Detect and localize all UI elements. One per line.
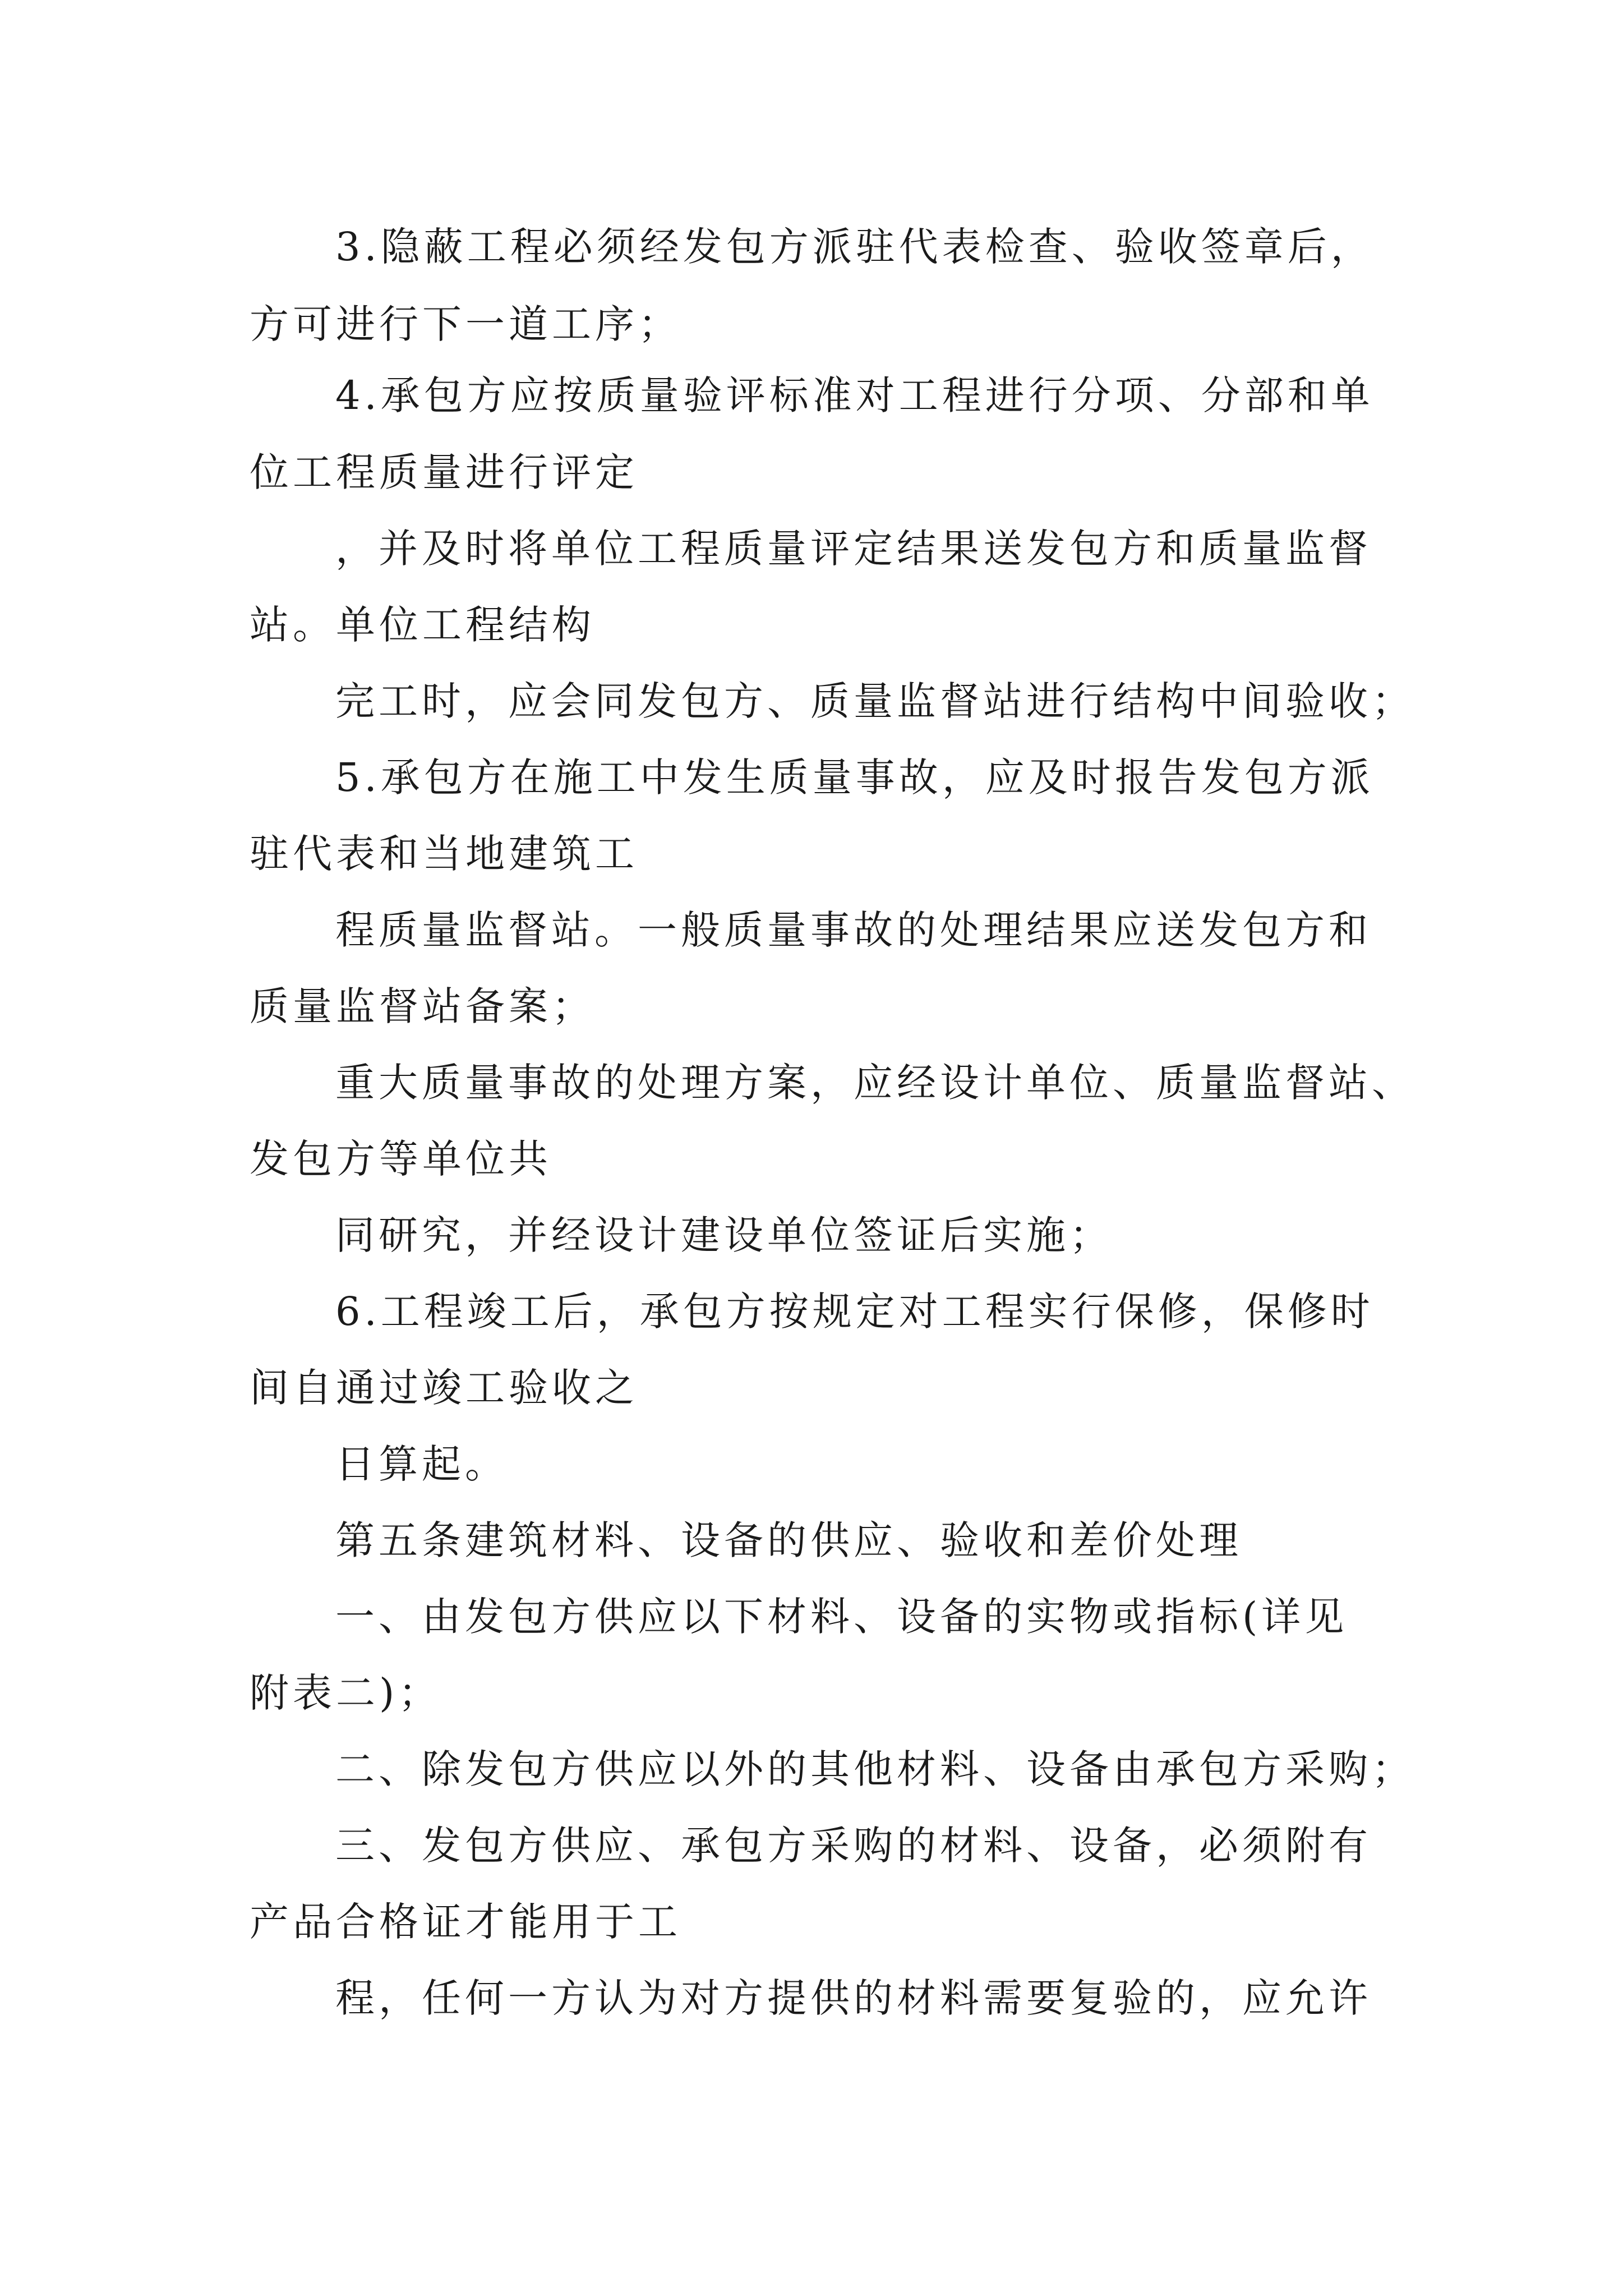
- text-line: 程质量监督站。一般质量事故的处理结果应送发包方和: [335, 907, 1372, 953]
- text-line: 位工程质量进行评定: [250, 449, 638, 495]
- text-line: 一、由发包方供应以下材料、设备的实物或指标(详见: [335, 1594, 1348, 1640]
- text-line: 3.隐蔽工程必须经发包方派驻代表检查、验收签章后，: [335, 224, 1374, 270]
- text-line: 日算起。: [335, 1441, 508, 1487]
- text-line: 重大质量事故的处理方案，应经设计单位、质量监督站、: [335, 1060, 1415, 1106]
- text-line: 5.承包方在施工中发生质量事故，应及时报告发包方派: [335, 754, 1374, 800]
- text-line: 二、除发包方供应以外的其他材料、设备由承包方采购；: [335, 1746, 1415, 1792]
- text-line: 完工时，应会同发包方、质量监督站进行结构中间验收；: [335, 678, 1415, 724]
- text-line: 发包方等单位共: [250, 1136, 552, 1182]
- text-line: 三、发包方供应、承包方采购的材料、设备，必须附有: [335, 1823, 1372, 1869]
- text-line: 质量监督站备案；: [250, 983, 595, 1029]
- text-line: 6.工程竣工后，承包方按规定对工程实行保修，保修时: [335, 1289, 1374, 1335]
- text-line: 程，任何一方认为对方提供的材料需要复验的，应允许: [335, 1975, 1372, 2021]
- text-line: 同研究，并经设计建设单位签证后实施；: [335, 1212, 1113, 1258]
- text-line: 第五条建筑材料、设备的供应、验收和差价处理: [335, 1517, 1242, 1563]
- text-line: 方可进行下一道工序；: [250, 301, 681, 347]
- text-line: 附表二)；: [250, 1670, 442, 1716]
- text-line: 产品合格证才能用于工: [250, 1899, 681, 1945]
- text-line: 站。单位工程结构: [250, 602, 595, 648]
- text-line: 4.承包方应按质量验评标准对工程进行分项、分部和单: [335, 372, 1374, 418]
- text-line: 驻代表和当地建筑工: [250, 831, 638, 877]
- text-line: 间自通过竣工验收之: [250, 1365, 638, 1411]
- text-line: ，并及时将单位工程质量评定结果送发包方和质量监督: [335, 526, 1372, 572]
